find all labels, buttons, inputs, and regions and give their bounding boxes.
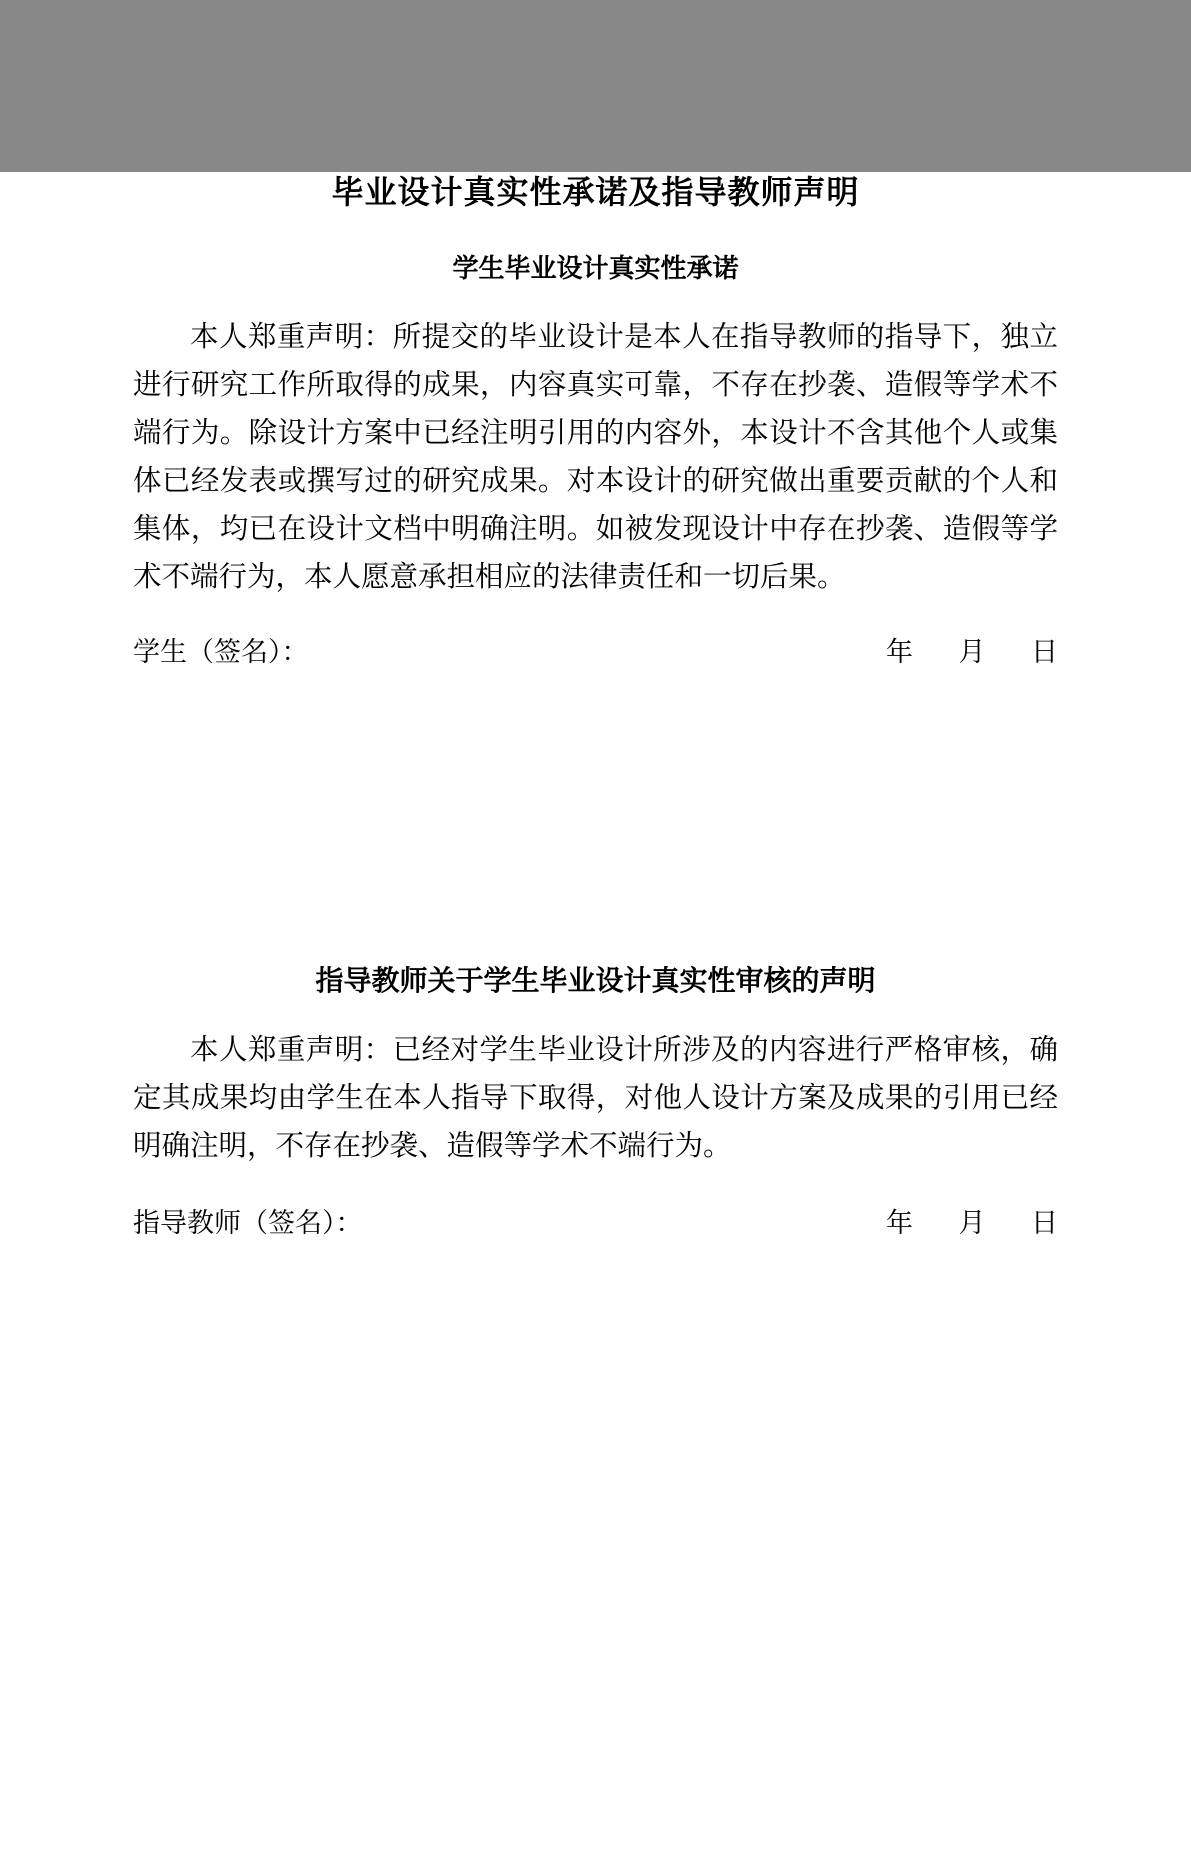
advisor-section-title: 指导教师关于学生毕业设计真实性审核的声明 xyxy=(315,966,876,997)
student-signature-row xyxy=(133,628,1058,676)
student-commitment-body: 本人郑重声明：所提交的毕业设计是本人在指导教师的指导下，独立进行研究工作所取得的成果，内容真实可靠，不存在抄袭、造假等学术不端行为。除设计方案中已经注明引用的内容外，本设计不含其他个人或集体已经发表或撰写过的研究成果。对本设计的研究做出重要贡献的个人和集体，均已在设计文档中明确注明。如被发现设计中存在抄袭、造假等学术不端行为，本人愿意承担相应的法律责任和一切后果。 xyxy=(133,322,1058,593)
advisor-signature-row xyxy=(133,1199,1058,1247)
student-date-fields xyxy=(886,628,1058,676)
advisor-statement-section xyxy=(133,965,1058,1247)
year-label: 年 xyxy=(886,1208,913,1238)
student-section-title: 学生毕业设计真实性承诺 xyxy=(452,254,739,283)
advisor-date-fields xyxy=(886,1199,1058,1247)
advisor-statement-body: 本人郑重声明：已经对学生毕业设计所涉及的内容进行严格审核，确定其成果均由学生在本人指导下取得，对他人设计方案及成果的引用已经明确注明，不存在抄袭、造假等学术不端行为。 xyxy=(133,1035,1058,1162)
student-commitment-section xyxy=(133,252,1058,676)
year-label: 年 xyxy=(886,637,913,667)
month-label: 月 xyxy=(958,1208,986,1238)
page-title: 毕业设计真实性承诺及指导教师声明 xyxy=(331,174,860,210)
day-label: 日 xyxy=(1031,1208,1058,1238)
student-signature-label: 学生（签名）： xyxy=(133,637,309,667)
advisor-signature-label: 指导教师（签名）： xyxy=(133,1208,363,1238)
day-label: 日 xyxy=(1031,637,1058,667)
document-page xyxy=(0,172,1191,1856)
month-label: 月 xyxy=(958,637,986,667)
